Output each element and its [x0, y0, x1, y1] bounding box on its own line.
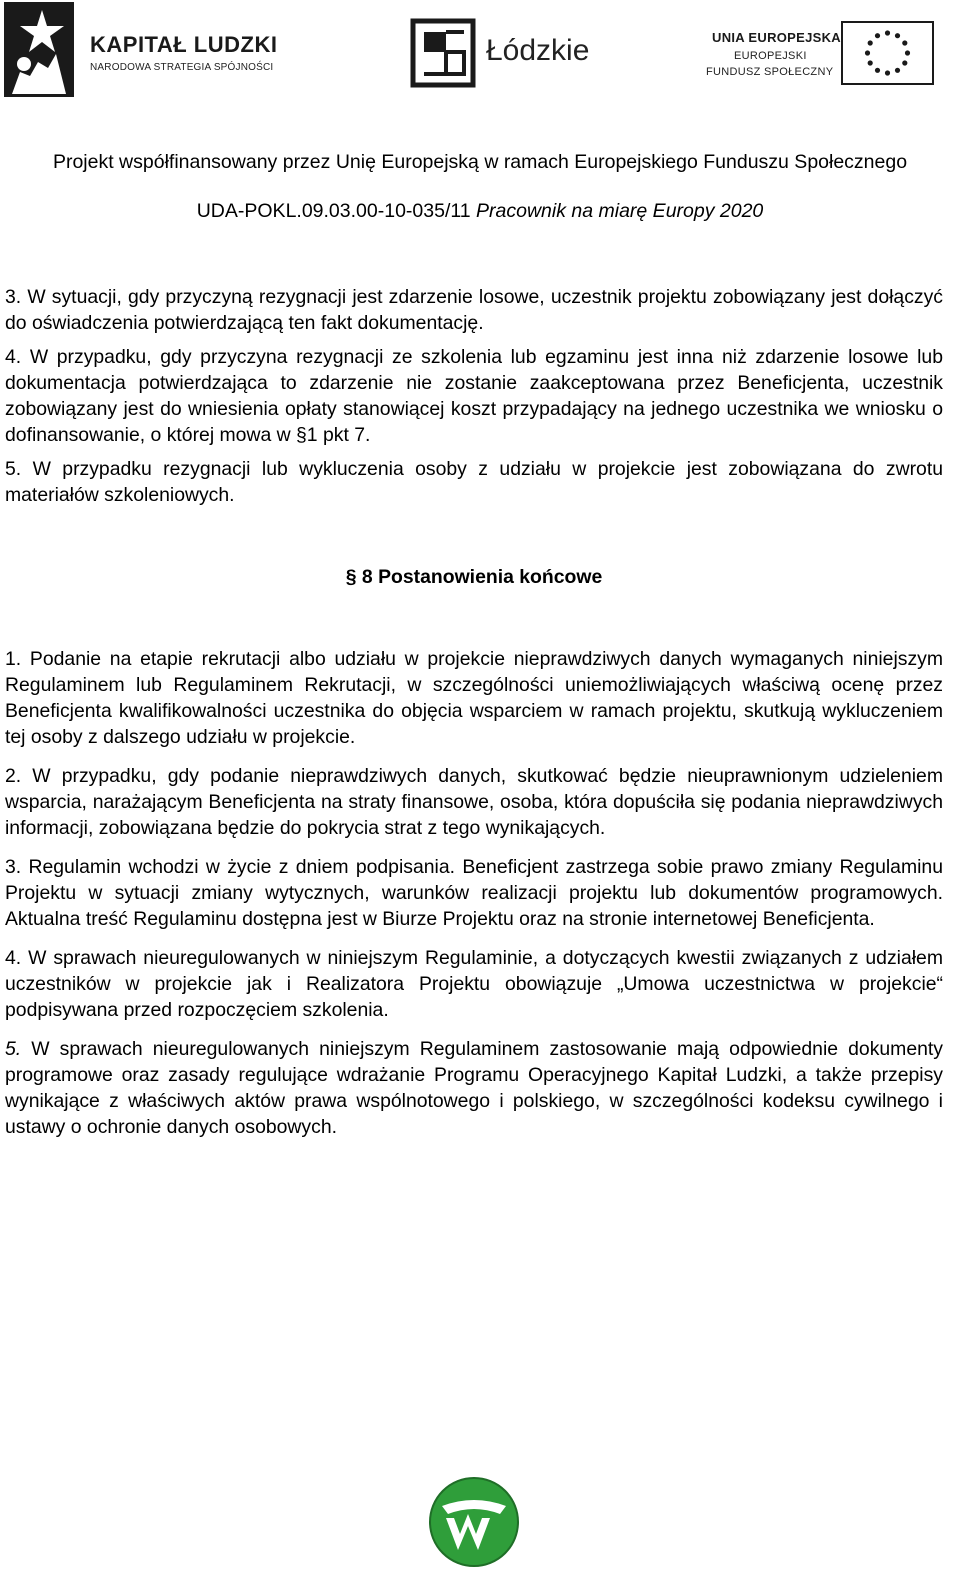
paragraph-item-2: 2. W przypadku, gdy podanie nieprawdziwych danych, skutkować będzie nieuprawnionym udzieleniem wsparcia, narażającym Beneficjenta na straty finansowe, osoba, która dopuściła się podania nieprawdziwych informacji, zobowiązana będzie do pokrycia strat z tego wynikających. [5, 765, 943, 839]
eu-logo [700, 18, 940, 90]
paragraph-prev-item-3: 3. W sytuacji, gdy przyczyną rezygnacji jest zdarzenie losowe, uczestnik projektu zobowiązany jest dołączyć do oświadczenia potwierdzającą ten fakt dokumentację. [5, 286, 943, 334]
lodzkie-name: Łódzkie [486, 34, 590, 67]
item-5-number: 5. [5, 1038, 22, 1060]
kapital-ludzki-title: KAPITAŁ LUDZKI [90, 32, 278, 57]
eu-line2: EUROPEJSKI [734, 50, 807, 62]
kapital-ludzki-emblem-icon [4, 2, 74, 97]
paragraph-prev-item-4: 4. W przypadku, gdy przyczyna rezygnacji ze szkolenia lub egzaminu jest inna niż zdarzenie losowe lub dokumentacja potwierdzająca to zdarzenie nie zostanie zaakceptowana przez Beneficjenta, uczestnik zobowiązany jest do wniesienia opłaty stanowiącej koszt przypadający na jednego uczestnika we wniosku o dofinansowanie, o której mowa w §1 pkt 7. [5, 346, 943, 446]
eu-line3: FUNDUSZ SPOŁECZNY [706, 66, 834, 78]
item-5-text: W sprawach nieuregulowanych niniejszym Regulaminem zastosowanie mają odpowiednie dokumenty programowe oraz zasady regulujące wdrażanie Programu Operacyjnego Kapitał Ludzki, a także przepisy wynikające z właściwych aktów prawa wspólnotowego i polskiego, w szczególności kodeksu cywilnego i ustawy o ochronie danych osobowych. [5, 1038, 943, 1138]
eu-flag-icon [841, 21, 934, 85]
footer-organization-logo-icon [428, 1476, 520, 1568]
lodzkie-emblem-icon [410, 18, 476, 88]
paragraph-item-5 [5, 1036, 943, 1140]
section-8-heading: § 8 Postanowienia końcowe [345, 566, 603, 588]
lodzkie-logo [410, 18, 640, 90]
paragraph-prev-item-5: 5. W przypadku rezygnacji lub wykluczenia osoby z udziału w projekcie jest zobowiązana do zwrotu materiałów szkoleniowych. [5, 458, 943, 506]
project-code: UDA-POKL.09.03.00-10-035/11 [196, 200, 471, 222]
kapital-ludzki-logo [4, 2, 304, 97]
kapital-ludzki-subtitle: NARODOWA STRATEGIA SPÓJNOŚCI [90, 62, 274, 73]
paragraph-item-4: 4. W sprawach nieuregulowanych w niniejszym Regulaminie, a dotyczących kwestii związanych z udziałem uczestników w projekcie jak i Realizatora Projektu obowiązuje „Umowa uczestnictwa w projekcie“ podpisywana przed rozpoczęciem szkolenia. [5, 947, 943, 1021]
document-body [5, 284, 943, 1140]
paragraph-item-1: 1. Podanie na etapie rekrutacji albo udziału w projekcie nieprawdziwych danych wymaganych niniejszym Regulaminem lub Regulaminem Rekrutacji, w szczególności uniemożliwiających właściwą ocenę przez Beneficjenta kwalifikowalności uczestnika do objęcia wsparciem w ramach projektu, skutkują wykluczeniem tej osoby z dalszego udziału w projekcie. [5, 648, 943, 748]
project-funding-line: Projekt współfinansowany przez Unię Europejską w ramach Europejskiego Funduszu Społecznego [52, 151, 908, 173]
eu-line1: UNIA EUROPEJSKA [712, 30, 841, 45]
paragraph-item-3: 3. Regulamin wchodzi w życie z dniem podpisania. Beneficjent zastrzega sobie prawo zmiany Regulaminu Projektu w sytuacji zmiany wytycznych, warunków realizacji projektu lub dokumentów programowych. Aktualna treść Regulaminu dostępna jest w Biurze Projektu oraz na stronie internetowej Beneficjenta. [5, 856, 943, 930]
header-logos [0, 0, 960, 110]
project-tagline: Pracownik na miarę Europy 2020 [476, 200, 764, 222]
project-code-line [0, 200, 960, 223]
